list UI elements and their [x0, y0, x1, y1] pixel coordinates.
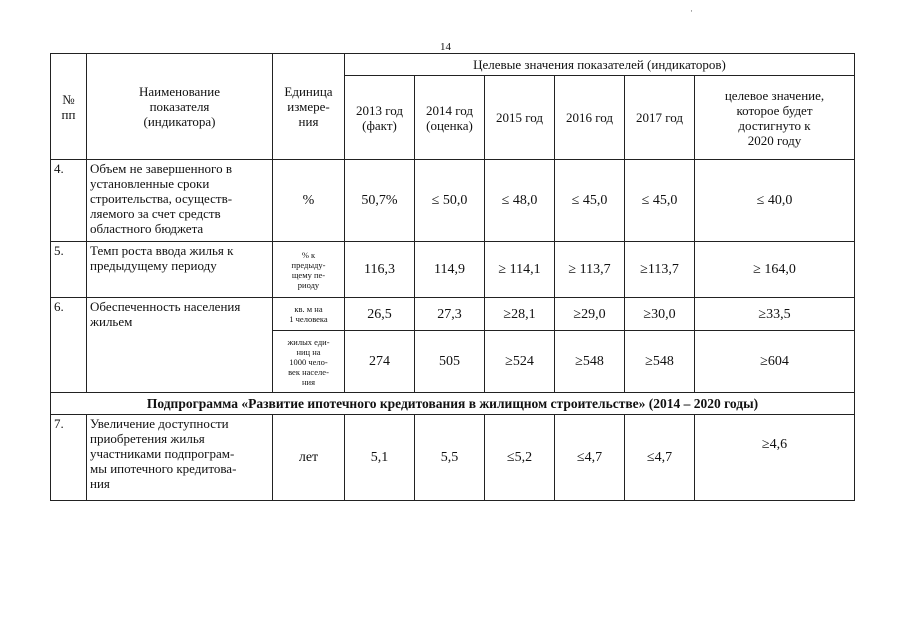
row-value-2017: ≤ 45,0 [625, 160, 695, 242]
row-value-2017: ≤4,7 [625, 415, 695, 501]
row-value-2015: ≥28,1 [485, 298, 555, 331]
row-name: Объем не завершенного в установленные сроки строительства, осуществ- ляемого за счет средств областного бюджета [87, 160, 273, 242]
row-value-2013: 116,3 [345, 242, 415, 298]
row-value-2016: ≥ 113,7 [555, 242, 625, 298]
row-num: 5. [51, 242, 87, 298]
row-unit: % к предыду- щему пе- риоду [273, 242, 345, 298]
row-num: 7. [51, 415, 87, 501]
row-value-2017: ≥113,7 [625, 242, 695, 298]
header-year-2013: 2013 год (факт) [345, 76, 415, 160]
corner-mark: · [690, 6, 693, 16]
header-row-1 [51, 54, 855, 76]
row-value-2020: ≥604 [695, 331, 855, 393]
row-value-2015: ≥ 114,1 [485, 242, 555, 298]
row-value-2016: ≤4,7 [555, 415, 625, 501]
row-name: Темп роста ввода жилья к предыдущему периоду [87, 242, 273, 298]
row-value-2020: ≤ 40,0 [695, 160, 855, 242]
row-value-2013: 5,1 [345, 415, 415, 501]
row-unit: % [273, 160, 345, 242]
row-value-2014: ≤ 50,0 [415, 160, 485, 242]
row-value-2016: ≤ 45,0 [555, 160, 625, 242]
table-row [51, 160, 855, 242]
row-value-2013: 50,7% [345, 160, 415, 242]
header-year-2017: 2017 год [625, 76, 695, 160]
header-num: № пп [51, 54, 87, 160]
header-year-2016: 2016 год [555, 76, 625, 160]
row-value-2016: ≥548 [555, 331, 625, 393]
row-value-2015: ≤5,2 [485, 415, 555, 501]
table-row [51, 415, 855, 501]
row-num: 6. [51, 298, 87, 393]
header-name: Наименование показателя (индикатора) [87, 54, 273, 160]
row-value-2020: ≥33,5 [695, 298, 855, 331]
header-unit: Единица измере- ния [273, 54, 345, 160]
subprogram-row [51, 393, 855, 415]
row-name: Обеспеченность населения жильем [87, 298, 273, 393]
row-value-2013: 274 [345, 331, 415, 393]
row-value-2015: ≥524 [485, 331, 555, 393]
row-value-2020: ≥4,6 [695, 415, 855, 501]
row-name: Увеличение доступности приобретения жилья участниками подпрограм- мы ипотечного кредитова- ния [87, 415, 273, 501]
row-value-2017: ≥30,0 [625, 298, 695, 331]
row-value-2020: ≥ 164,0 [695, 242, 855, 298]
row-value-2013: 26,5 [345, 298, 415, 331]
row-unit: лет [273, 415, 345, 501]
row-num: 4. [51, 160, 87, 242]
row-value-2014: 27,3 [415, 298, 485, 331]
row-value-2014: 114,9 [415, 242, 485, 298]
header-target-group: Целевые значения показателей (индикаторов) [345, 54, 855, 76]
page-number: 14 [440, 41, 451, 53]
table-row [51, 298, 855, 331]
row-value-2014: 505 [415, 331, 485, 393]
row-value-2015: ≤ 48,0 [485, 160, 555, 242]
row-value-2014: 5,5 [415, 415, 485, 501]
row-unit: кв. м на 1 человека [273, 298, 345, 331]
table-row [51, 242, 855, 298]
row-unit: жилых еди- ниц на 1000 чело- век населе- ния [273, 331, 345, 393]
header-year-2020-target: целевое значение, которое будет достигнуто к 2020 году [695, 76, 855, 160]
subprogram-title: Подпрограмма «Развитие ипотечного кредитования в жилищном строительстве» (2014 – 2020 годы) [51, 393, 855, 415]
header-year-2015: 2015 год [485, 76, 555, 160]
row-value-2016: ≥29,0 [555, 298, 625, 331]
indicators-table [50, 53, 855, 501]
row-value-2017: ≥548 [625, 331, 695, 393]
header-year-2014: 2014 год (оценка) [415, 76, 485, 160]
